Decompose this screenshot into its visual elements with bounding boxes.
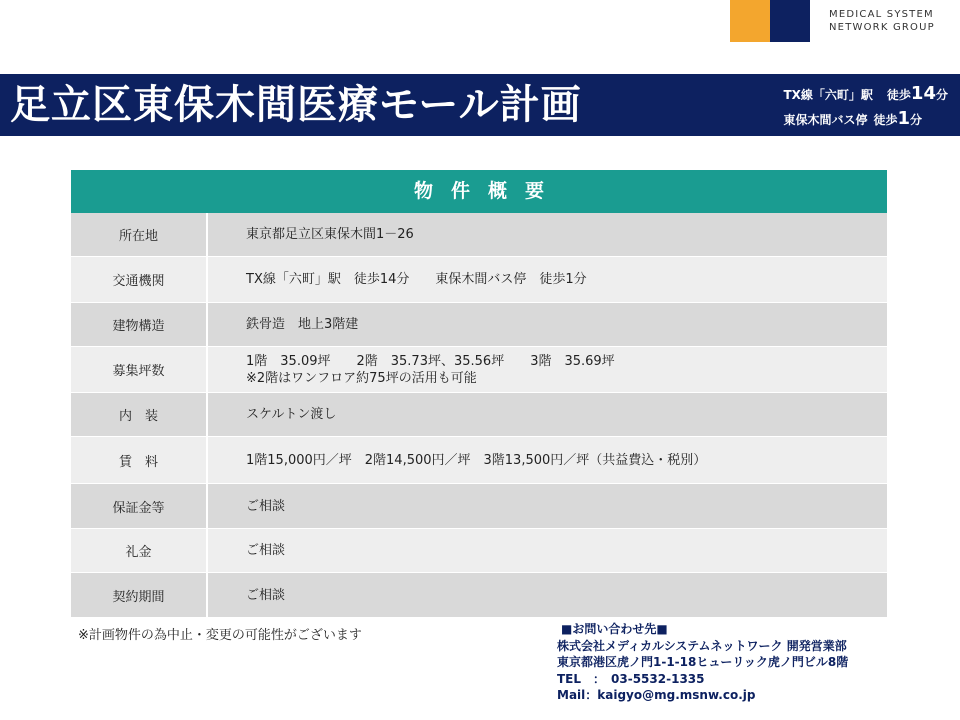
table-row [71, 529, 887, 573]
row-label: 交通機関 [71, 257, 208, 302]
access-info [783, 82, 948, 132]
table-row [71, 573, 887, 618]
title-bar [0, 74, 960, 136]
company-logo [730, 0, 810, 42]
table-body [71, 213, 887, 618]
row-label: 内 装 [71, 393, 208, 436]
access-bus-walk: 徒歩 [873, 113, 898, 127]
row-label: 所在地 [71, 213, 208, 256]
access-bus-stop: 東保木間バス停 [783, 113, 868, 127]
row-value [208, 573, 887, 617]
access-train-unit: 分 [935, 88, 948, 102]
property-overview-table [71, 170, 887, 618]
access-train-walk: 徒歩 [886, 88, 911, 102]
logo-text [829, 8, 935, 34]
row-value-text: 1階15,000円／坪 2階14,500円／坪 3階13,500円／坪（共益費込・税別） [246, 452, 707, 468]
access-train [783, 82, 948, 107]
contact-mail: Mail：kaigyo@mg.msnw.co.jp [557, 688, 756, 702]
table-row [71, 437, 887, 484]
table-row [71, 303, 887, 347]
table-row [71, 347, 887, 393]
row-value [208, 484, 887, 528]
table-row [71, 484, 887, 529]
row-value [208, 257, 887, 302]
row-value [208, 213, 887, 256]
row-value-text: 1階 35.09坪 2階 35.73坪、35.56坪 3階 35.69坪 [246, 353, 615, 369]
logo-orange-square [730, 0, 770, 42]
row-value-note: ※2階はワンフロア約75坪の活用も可能 [246, 370, 477, 386]
row-label: 礼金 [71, 529, 208, 572]
row-value-text: 鉄骨造 地上3階建 [246, 317, 359, 332]
access-bus [783, 107, 948, 132]
logo-line-2: NETWORK GROUP [829, 22, 935, 33]
row-value-text: ご相談 [246, 498, 286, 514]
row-label: 契約期間 [71, 573, 208, 617]
row-value-text: ご相談 [246, 543, 286, 558]
row-value [208, 303, 887, 346]
row-value-text: 東京都足立区東保木間1－26 [246, 227, 414, 242]
contact-address: 東京都港区虎ノ門1-1-18ヒューリック虎ノ門ビル8階 [557, 655, 849, 669]
table-row [71, 393, 887, 437]
access-bus-minutes: 1 [897, 108, 911, 129]
row-label: 募集坪数 [71, 347, 208, 392]
access-train-station: TX線「六町」駅 [783, 88, 873, 102]
access-bus-unit: 分 [910, 113, 923, 127]
contact-tel: TEL ： 03-5532-1335 [557, 671, 705, 686]
row-label: 保証金等 [71, 484, 208, 528]
contact-block [557, 621, 848, 704]
row-value-text: TX線「六町」駅 徒歩14分 東保木間バス停 徒歩1分 [246, 272, 587, 287]
row-value-text: ご相談 [246, 587, 286, 603]
table-row [71, 213, 887, 257]
row-value [208, 347, 887, 392]
row-label: 建物構造 [71, 303, 208, 346]
row-value-text: スケルトン渡し [246, 407, 337, 422]
table-heading: 物件概要 [71, 170, 887, 213]
contact-heading: ■お問い合わせ先■ [561, 622, 668, 636]
table-row [71, 257, 887, 303]
logo-navy-square [770, 0, 810, 42]
logo-line-1: MEDICAL SYSTEM [829, 9, 934, 20]
row-value [208, 529, 887, 572]
row-label: 賃 料 [71, 437, 208, 483]
row-value [208, 437, 887, 483]
contact-company: 株式会社メディカルシステムネットワーク 開発営業部 [557, 638, 847, 653]
access-train-minutes: 14 [910, 83, 936, 104]
cancellation-note: ※計画物件の為中止・変更の可能性がございます [78, 628, 362, 643]
page-title: 足立区東保木間医療モール計画 [10, 82, 582, 128]
row-value [208, 393, 887, 436]
